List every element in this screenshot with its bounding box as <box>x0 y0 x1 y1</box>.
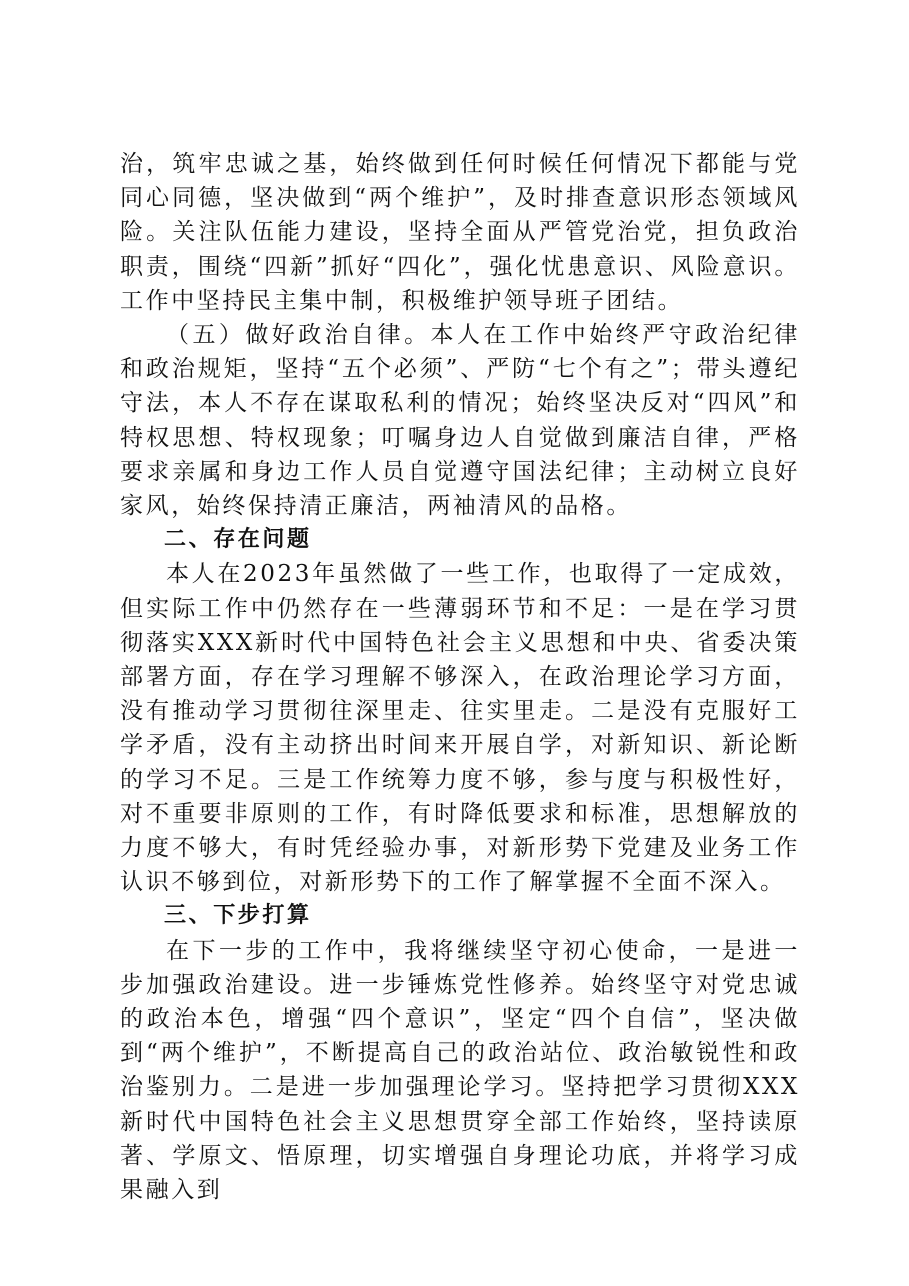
section-heading-next-steps: 三、下步打算 <box>164 903 312 929</box>
paragraph-problems: 本人在2023年虽然做了一些工作，也取得了一定成效，但实际工作中仍然存在一些薄弱环节和不足：一是在学习贯彻落实XXX新时代中国特色社会主义思想和中央、省委决策部署方面，存在学习理解不够深入，在政治理论学习方面，没有推动学习贯彻往深里走、往实里走。二是没有克服好工学矛盾，没有主动挤出时间来开展自学，对新知识、新论断的学习不足。三是工作统筹力度不够，参与度与积极性好，对不重要非原则的工作，有时降低要求和标准，思想解放的力度不够大，有时凭经验办事，对新形势下党建及业务工作认识不够到位，对新形势下的工作了解掌握不全面不深入。 <box>120 561 800 896</box>
document-body <box>120 147 800 1207</box>
paragraph-political-discipline: （五）做好政治自律。本人在工作中始终严守政治纪律和政治规矩，坚持“五个必须”、严防“七个有之”；带头遵纪守法，本人不存在谋取私利的情况；始终坚决反对“四风”和特权思想、特权现象；叮嘱身边人自觉做到廉洁自律，严格要求亲属和身边工作人员自觉遵守国法纪律；主动树立良好家风，始终保持清正廉洁，两袖清风的品格。 <box>120 322 800 520</box>
section-heading-problems: 二、存在问题 <box>164 527 312 553</box>
paragraph-continued: 治，筑牢忠诚之基，始终做到任何时候任何情况下都能与党同心同德，坚决做到“两个维护”，及时排查意识形态领域风险。关注队伍能力建设，坚持全面从严管党治党，担负政治职责，围绕“四新”抓好“四化”，强化忧患意识、风险意识。工作中坚持民主集中制，积极维护领导班子团结。 <box>120 151 800 314</box>
paragraph-next-steps: 在下一步的工作中，我将继续坚守初心使命，一是进一步加强政治建设。进一步锤炼党性修养。始终坚守对党忠诚的政治本色，增强“四个意识”，坚定“四个自信”，坚决做到“两个维护”，不断提高自己的政治站位、政治敏锐性和政治鉴别力。二是进一步加强理论学习。坚持把学习贯彻XXX新时代中国特色社会主义思想贯穿全部工作始终，坚持读原著、学原文、悟原理，切实增强自身理论功底，并将学习成果融入到 <box>120 937 800 1204</box>
